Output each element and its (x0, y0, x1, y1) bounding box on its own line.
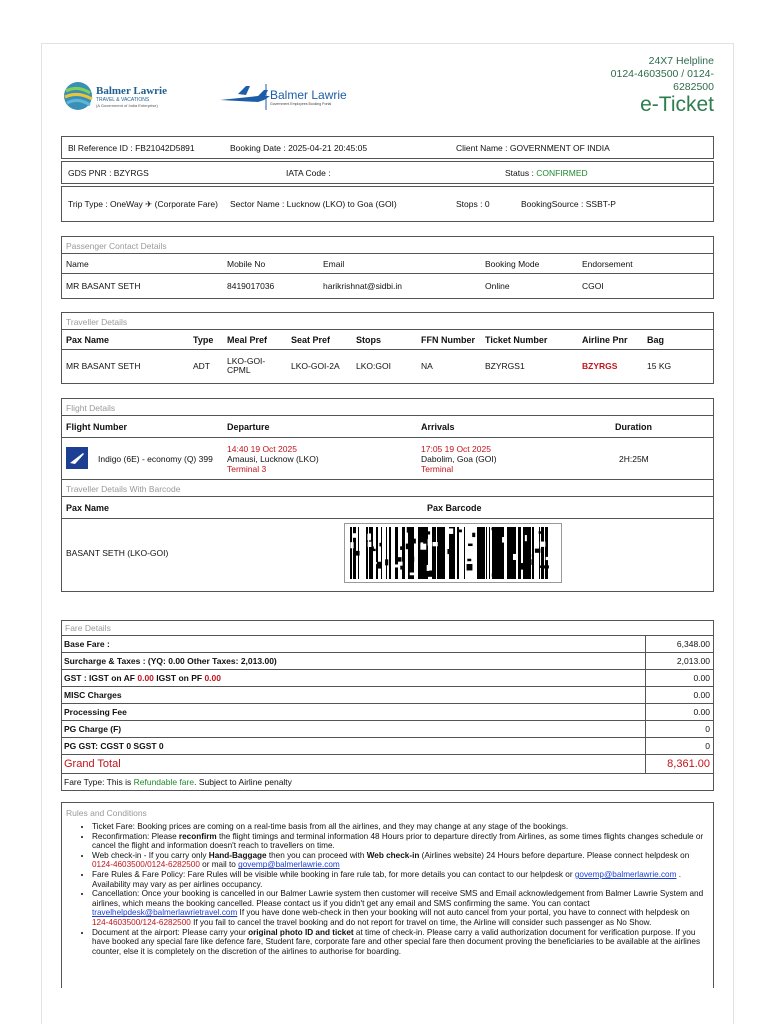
ticket-header (62, 55, 714, 123)
iata-code: IATA Code : (286, 167, 331, 178)
passenger-contact-section (61, 236, 714, 299)
helpline-label: 24X7 Helpline (648, 55, 714, 67)
section-title: Passenger Contact Details (62, 237, 713, 254)
rule-document: • Document at the airport: Please carry your original photo ID and ticket at time of check-in. Please carry a valid authorization document for verification purpose. If you have booked any special fare like defence fare, Student fare, corporate fare and other special fare then document proving the beneficiaries to be available at the airlines counter, else it is completely on the discretion of the airlines to authorise for boarding. (92, 928, 707, 957)
col-booking-mode: Booking Mode (485, 258, 540, 269)
arrival-place: Dabolim, Goa (GOI) (421, 453, 497, 464)
airplane-icon: ✈ (145, 199, 153, 209)
cell-booking-mode: Online (485, 281, 510, 291)
travel-helpdesk-email-link[interactable]: travelhelpdesk@balmerlawrietravel.com (92, 908, 238, 918)
col-pax-barcode: Pax Barcode (427, 502, 482, 513)
col-duration: Duration (615, 421, 652, 432)
cell-mobile: 8419017036 (227, 281, 275, 291)
fare-row-misc: MISC Charges 0.00 (62, 687, 713, 704)
e-ticket-title: e-Ticket (640, 93, 714, 116)
fare-row-pg-gst: PG GST: CGST 0 SGST 0 0 (62, 738, 713, 755)
section-title: Rules and Conditions (66, 808, 147, 818)
rule-web-checkin: • Web check-in - If you carry only Hand-Baggage then you can proceed with Web check-in (Airlines website) 24 Hours before departure. Please connect helpdesk on 0124-4603500/0124-6282500 or mail to govemp@balmerlawrie.com (92, 851, 707, 870)
col-mobile: Mobile No (227, 258, 266, 269)
fare-row-pg-charge: PG Charge (F) 0 (62, 721, 713, 738)
col-departure: Departure (227, 421, 270, 432)
section-title: Traveller Details With Barcode (62, 480, 713, 497)
rule-ticket-fare: • Ticket Fare: Booking prices are coming on a real-time basis from all the airlines, and they may change at any stage of the bookings. (92, 822, 707, 832)
helpdesk-email-link[interactable]: govemp@balmerlawrie.com (238, 860, 340, 870)
col-endorsement: Endorsement (582, 258, 633, 269)
rule-cancellation: • Cancellation: Once your booking is cancelled in our Balmer Lawrie system then customer will receive SMS and Email acknowledgement from Balmer Lawrie System and airlines, which means the booking cancelled. Please contact us if you didn't get any email and SMS confirming the same. You can contact travelhelpdesk@balmerlawrietravel.com If you have done web-check in then your booking will not auto cancel from your portal, you have to connect with helpdesk on 124-4603500/124-6282500 If you fail to cancel the travel booking and do not report for travel on time, the Airline will consider such passenger as No Show. (92, 889, 707, 927)
rules-list (92, 822, 707, 956)
indigo-airline-icon (66, 447, 98, 471)
section-title: Fare Details (61, 620, 714, 635)
cell-stops: LKO:GOI (356, 361, 391, 371)
departure-time: 14:40 19 Oct 2025 (227, 443, 297, 454)
col-pax-name: Pax Name (66, 334, 110, 345)
cell-meal-pref: LKO-GOI-CPML (227, 356, 266, 375)
fare-details-section (61, 620, 714, 791)
helpline-number-1: 0124-4603500 / 0124- (610, 68, 714, 80)
cell-email: harikrishnat@sidbi.in (323, 281, 403, 291)
cell-name: MR BASANT SETH (66, 281, 141, 291)
col-ticket-number: Ticket Number (485, 334, 548, 345)
grand-total-value: 8,361.00 (645, 755, 713, 773)
barcode-row (62, 519, 713, 587)
col-flight-number: Flight Number (66, 421, 127, 432)
gds-pnr: GDS PNR : BZYRGS (68, 167, 149, 178)
col-meal-pref: Meal Pref (227, 334, 268, 345)
table-row (62, 274, 713, 298)
airplane-logo-icon (218, 80, 358, 114)
col-email: Email (323, 258, 345, 269)
arrival-time: 17:05 19 Oct 2025 (421, 443, 491, 454)
traveller-details-section (61, 312, 714, 384)
col-seat-pref: Seat Pref (291, 334, 331, 345)
svg-text:Balmer Lawrie: Balmer Lawrie (96, 85, 167, 97)
departure-info (227, 444, 421, 474)
cell-seat-pref: LKO-GOI-2A (291, 361, 340, 371)
svg-text:Balmer Lawrie: Balmer Lawrie (270, 88, 347, 102)
svg-text:(A Government of India Enterpr: (A Government of India Enterprise) (96, 103, 158, 108)
col-bag: Bag (647, 334, 665, 345)
helpdesk-email-link[interactable]: govemp@balmerlawrie.com (574, 869, 677, 879)
rules-section (61, 802, 714, 988)
helpline-text (574, 55, 714, 94)
col-pax-name: Pax Name (66, 502, 110, 513)
col-name: Name (66, 258, 89, 269)
rule-fare-policy: • Fare Rules & Fare Policy: Fare Rules will be visible while booking in fare rule tab, for more details you can contact to our helpdesk or govemp@balmerlawrie.com . Availability may vary as per airlines occupancy. (92, 870, 707, 889)
fare-row-gst: GST : IGST on AF 0.00 IGST on PF 0.00 0.00 (62, 670, 713, 687)
booking-date: Booking Date : 2025-04-21 20:45:05 (230, 142, 368, 153)
section-title: Flight Details (62, 399, 713, 416)
airline-info: Indigo (6E) - economy (Q) 399 (98, 453, 213, 464)
grand-total-row (62, 755, 713, 774)
section-title: Traveller Details (62, 313, 713, 330)
sector-name: Sector Name : Lucknow (LKO) to Goa (GOI) (230, 199, 397, 209)
reference-id: Bl Reference ID : FB21042D5891 (68, 142, 195, 153)
globe-icon (62, 79, 184, 115)
booking-source: BookingSource : SSBT-P (521, 199, 616, 209)
stops: Stops : 0 (456, 199, 490, 209)
departure-place: Amausi, Lucknow (LKO) (227, 453, 319, 464)
departure-terminal: Terminal 3 (227, 463, 267, 474)
fare-row-base: Base Fare : 6,348.00 (62, 636, 713, 653)
cell-pax-name: MR BASANT SETH (66, 361, 141, 371)
helpline-number-2: 6282500 (673, 81, 714, 93)
cell-endorsement: CGOI (582, 281, 604, 291)
client-name: Client Name : GOVERNMENT OF INDIA (456, 142, 610, 153)
balmer-lawrie-portal-logo (218, 80, 358, 114)
table-row (62, 350, 713, 382)
arrival-info (421, 444, 615, 474)
barcode-pax-name: BASANT SETH (LKO-GOI) (66, 548, 169, 558)
flight-details-section (61, 398, 714, 592)
trip-type: Trip Type : OneWay ✈ (Corporate Fare) (68, 199, 218, 209)
cell-bag: 15 KG (647, 361, 672, 371)
col-ffn: FFN Number (421, 334, 475, 345)
booking-info-row-3 (61, 186, 714, 222)
col-airline-pnr: Airline Pnr (582, 334, 628, 345)
arrival-terminal: Terminal (421, 463, 454, 474)
rule-reconfirmation: • Reconfirmation: Please reconfirm the flight timings and terminal information 48 Hours prior to departure directly from Airlines, as some times flights changes schedule or cancel the flight and information doesn't reach to travellers on time. (92, 832, 707, 851)
flight-row (62, 438, 713, 480)
cell-type: ADT (193, 361, 210, 371)
booking-info-row-2 (61, 161, 714, 184)
svg-text:TRAVEL & VACATIONS: TRAVEL & VACATIONS (96, 97, 150, 103)
balmer-lawrie-travel-logo (62, 79, 184, 115)
flight-duration: 2H:25M (619, 453, 649, 464)
fare-row-surcharge: Surcharge & Taxes : (YQ: 0.00 Other Taxes: 2,013.00) 2,013.00 (62, 653, 713, 670)
col-arrivals: Arrivals (421, 421, 455, 432)
pax-barcode (344, 523, 562, 583)
cell-ffn: NA (421, 361, 433, 371)
booking-info-row-1 (61, 136, 714, 159)
fare-row-processing: Processing Fee 0.00 (62, 704, 713, 721)
status-value: CONFIRMED (536, 167, 588, 178)
grand-total-label: Grand Total (64, 758, 121, 770)
cell-airline-pnr: BZYRGS (582, 361, 618, 371)
cell-ticket-number: BZYRGS1 (485, 361, 525, 371)
svg-text:Government Employees Booking P: Government Employees Booking Portal (270, 102, 332, 106)
col-stops: Stops (356, 334, 382, 345)
col-type: Type (193, 334, 214, 345)
booking-status: Status : CONFIRMED (505, 167, 588, 178)
fare-type-row: Fare Type: This is Refundable fare. Subject to Airline penalty (62, 774, 713, 791)
